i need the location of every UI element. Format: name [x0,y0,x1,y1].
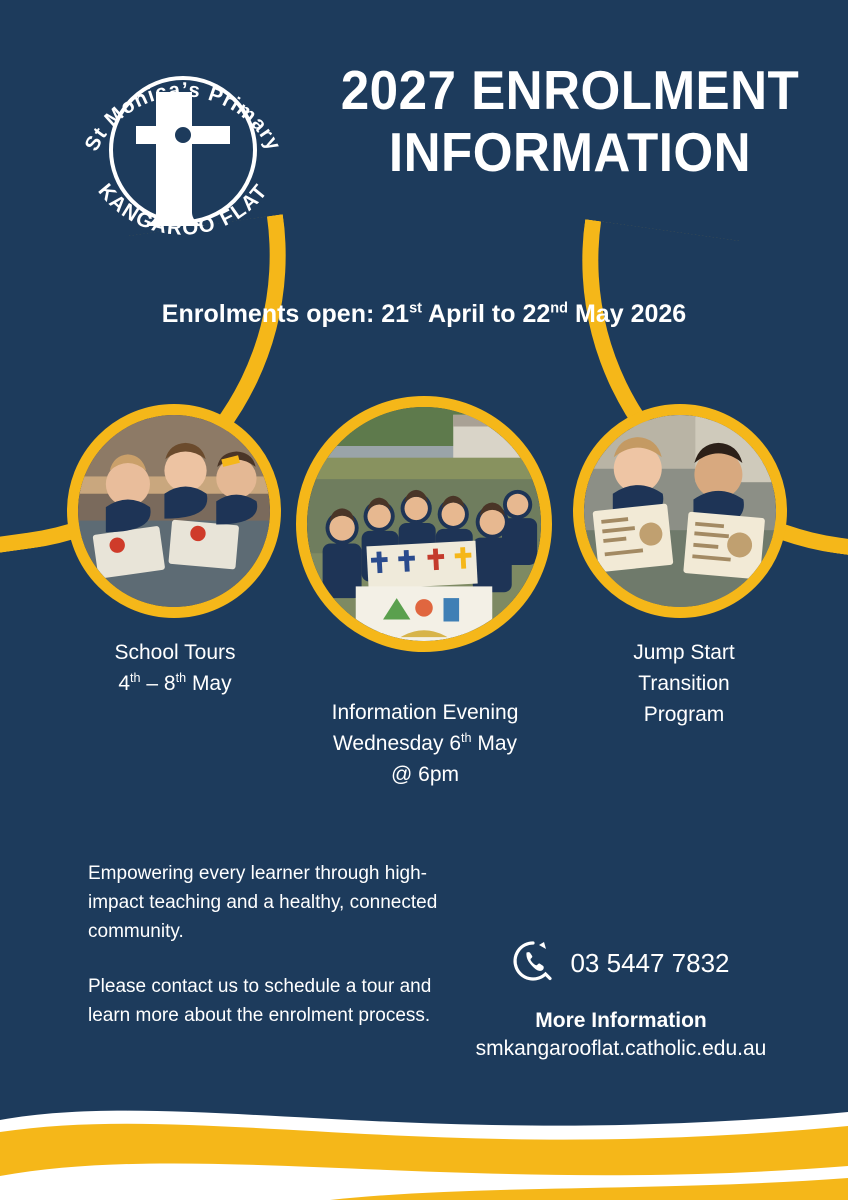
students-working-at-table-photo [78,415,270,607]
school-tours-dates: 4th – 8th May [118,670,232,695]
enrolment-connector: to [491,300,516,328]
title-line-1: 2027 ENROLMENT [340,59,800,121]
body-paragraph-1: Empowering every learner through high-impact teaching and a healthy, connected community. [88,863,438,942]
body-copy [88,860,448,1030]
caption-school-tours [50,638,300,700]
enrolment-end-month: May [574,300,624,328]
contact-block [436,940,806,1061]
information-evening-time: @ 6pm [390,762,459,786]
enrolment-start-month: April [428,300,485,328]
information-evening-date: Wednesday 6th May [332,730,518,755]
information-evening-title: Information Evening [331,701,519,724]
phone-row [436,940,806,987]
svg-text:KANGAROO FLAT: KANGAROO FLAT [93,179,273,240]
enrolment-open-label: Enrolments open: [161,300,375,328]
students-holding-banners-photo [307,407,541,641]
decorative-bottom-wave [0,1080,848,1200]
enrolment-open-dates [0,300,848,329]
jump-start-line-3: Program [643,702,725,726]
svg-text:St Monica’s Primary: St Monica’s Primary [80,78,286,155]
phone-icon [512,940,554,987]
photo-circle-information-evening [296,396,552,652]
school-logo [58,22,308,272]
students-reading-books-photo [584,415,776,607]
caption-information-evening [292,698,558,791]
caption-jump-start [564,638,804,731]
enrolment-end-suffix: nd [550,300,569,317]
jump-start-line-2: Transition [638,671,730,695]
photo-circle-school-tours [67,404,281,618]
enrolment-start-suffix: st [409,300,422,317]
photo-circle-jump-start [573,404,787,618]
more-information-label: More Information [535,1009,707,1032]
title-line-2: INFORMATION [388,120,752,183]
enrolment-year: 2026 [630,300,687,328]
page-title [338,60,803,183]
phone-number[interactable]: 03 5447 7832 [570,948,730,978]
school-tours-title: School Tours [114,641,236,664]
website-url[interactable]: smkangarooflat.catholic.edu.au [475,1037,767,1060]
jump-start-line-1: Jump Start [633,641,735,664]
enrolment-start-day: 21 [381,300,410,328]
enrolment-end-day: 22 [522,300,551,328]
body-paragraph-2: Please contact us to schedule a tour and learn more about the enrolment process. [88,975,432,1026]
